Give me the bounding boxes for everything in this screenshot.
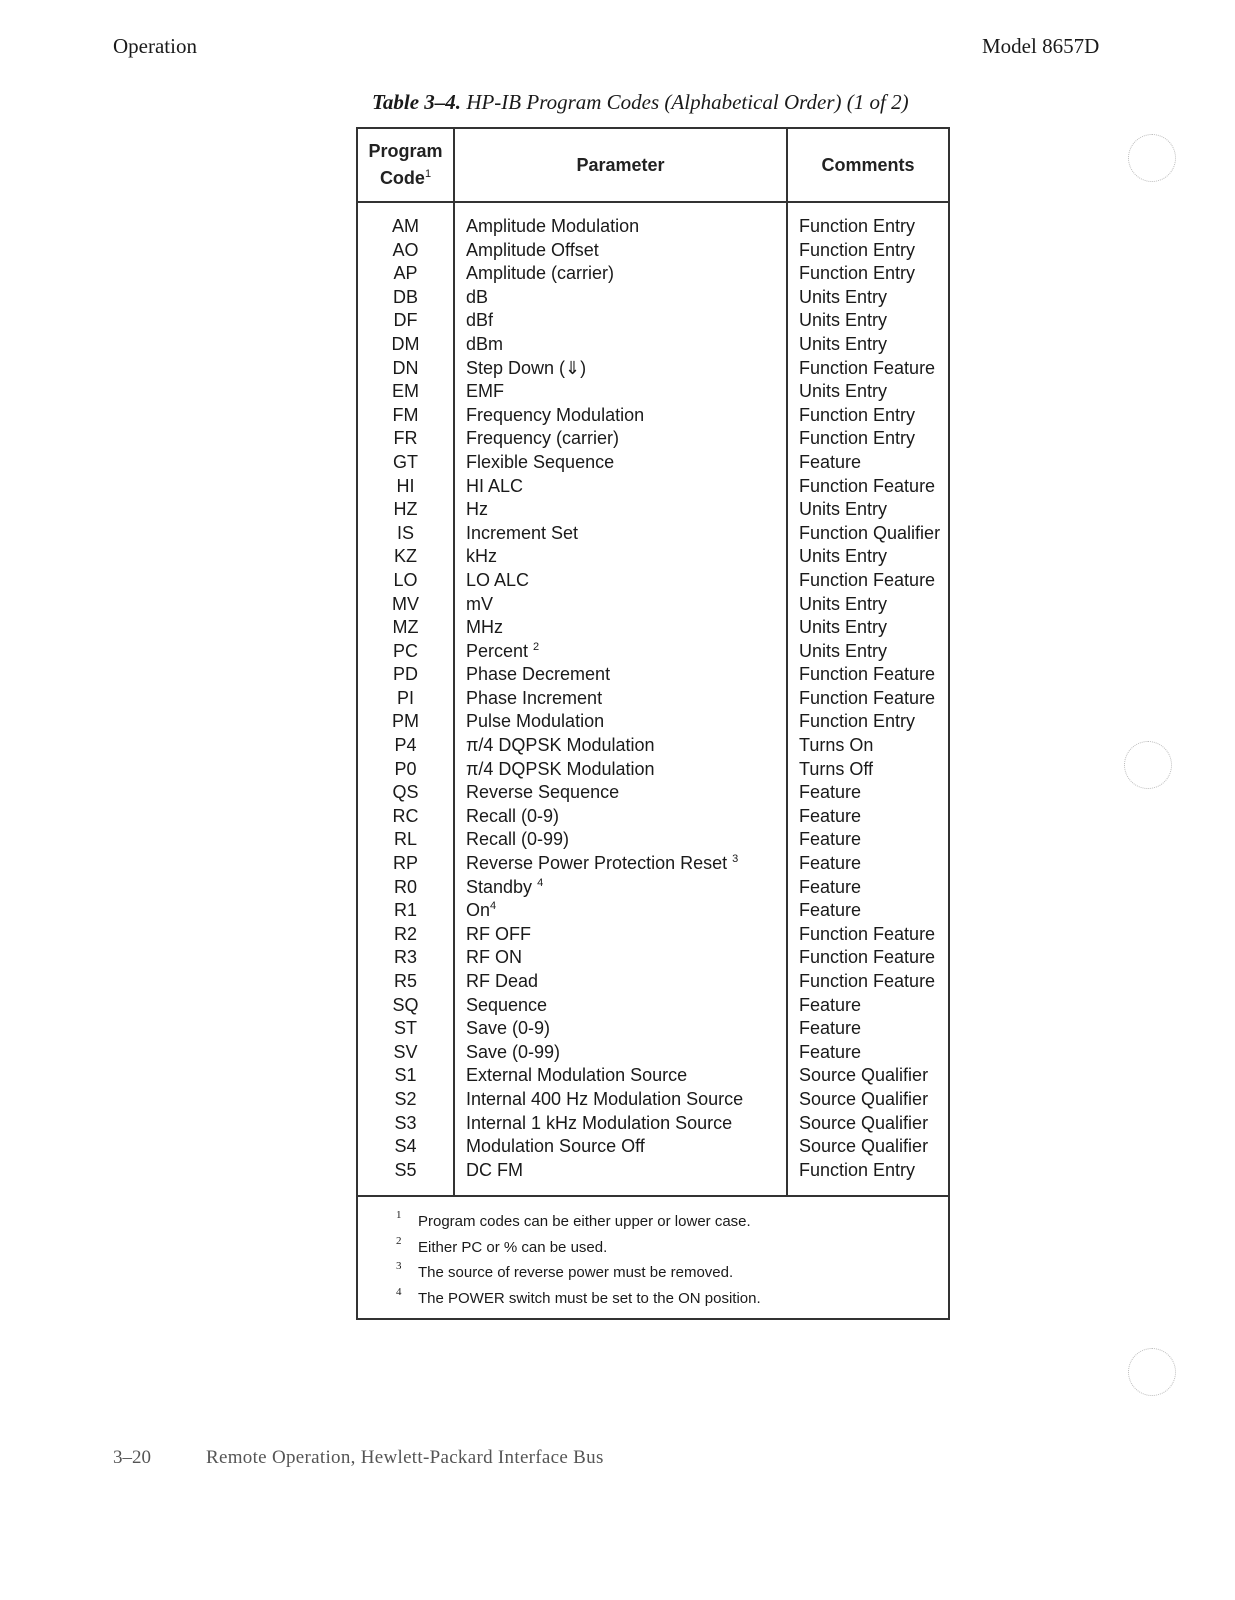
table-row <box>358 852 948 876</box>
parameter-cell <box>466 498 488 522</box>
footnote-ref: 4 <box>537 876 544 889</box>
table-row <box>358 215 948 239</box>
table-row <box>358 734 948 758</box>
parameter-cell <box>466 1041 560 1065</box>
comment-cell: Function Feature <box>799 947 936 968</box>
parameter-text: Standby <box>466 876 538 897</box>
table-title-number: Table 3–4. <box>372 90 462 114</box>
parameter-cell <box>466 946 522 970</box>
program-code: SV <box>393 1041 418 1062</box>
parameter-text: RF Dead <box>466 971 539 991</box>
comment-cell: Units Entry <box>799 286 888 307</box>
comment-cell: Feature <box>799 782 862 803</box>
footnote-marker: 3 <box>396 1260 402 1272</box>
parameter-cell <box>466 545 497 569</box>
parameter-text: Modulation Source Off <box>466 1136 645 1157</box>
comment-cell: Feature <box>799 1041 862 1062</box>
comment-cell: Function Qualifier <box>799 522 941 543</box>
program-code: R3 <box>393 947 417 968</box>
comment-cell: Function Entry <box>799 1159 916 1180</box>
parameter-text: dBm <box>466 333 504 354</box>
program-code: MZ <box>392 617 419 638</box>
comment-cell: Function Entry <box>799 263 916 284</box>
parameter-text: External Modulation Source <box>466 1065 688 1086</box>
comment-cell: Function Feature <box>799 687 936 708</box>
parameter-text: Amplitude Modulation <box>466 216 640 236</box>
program-code: R5 <box>393 971 417 991</box>
parameter-text: Amplitude Offset <box>466 239 599 260</box>
parameter-cell <box>466 522 578 546</box>
parameter-text: DC FM <box>466 1159 523 1180</box>
comment-cell: Feature <box>799 994 862 1015</box>
table-row <box>358 498 948 522</box>
table-title-text: HP-IB Program Codes (Alphabetical Order) (1 of 2) <box>461 90 909 114</box>
table-row <box>358 593 948 617</box>
parameter-text: mV <box>466 593 493 614</box>
parameter-text: Save (0-9) <box>466 1018 551 1039</box>
program-code: ST <box>393 1018 417 1039</box>
footnote <box>396 1235 936 1261</box>
program-code: PI <box>396 687 414 708</box>
comment-cell: Feature <box>799 853 862 874</box>
program-code: HI <box>396 475 415 496</box>
comment-cell: Source Qualifier <box>799 1065 929 1086</box>
table-body <box>358 215 948 1182</box>
table-row <box>358 1088 948 1112</box>
program-code: PD <box>392 664 418 685</box>
comment-cell: Feature <box>799 829 862 850</box>
parameter-cell <box>466 994 547 1018</box>
comment-cell: Units Entry <box>799 640 888 661</box>
table-row <box>358 1159 948 1183</box>
parameter-cell <box>466 451 614 475</box>
parameter-text: RF ON <box>466 947 522 968</box>
parameter-text: Increment Set <box>466 522 579 543</box>
header-divider <box>358 201 948 203</box>
comment-cell: Function Entry <box>799 428 916 449</box>
parameter-text: kHz <box>466 546 497 567</box>
program-code: IS <box>396 522 414 543</box>
footnote <box>396 1260 936 1286</box>
running-footer-title: Remote Operation, Hewlett-Packard Interface Bus <box>206 1447 604 1468</box>
program-code: R0 <box>393 876 417 897</box>
comment-cell: Source Qualifier <box>799 1088 929 1109</box>
binder-hole-mark <box>1124 741 1172 789</box>
comment-cell: Function Feature <box>799 923 936 944</box>
footnote-text: The POWER switch must be set to the ON position. <box>418 1289 761 1307</box>
table-row <box>358 404 948 428</box>
program-code: DB <box>392 286 418 307</box>
parameter-cell <box>466 616 503 640</box>
parameter-text: LO ALC <box>466 569 530 590</box>
table-row <box>358 427 948 451</box>
program-code: DF <box>393 310 418 331</box>
comment-cell: Feature <box>799 1018 862 1039</box>
footnote-ref: 1 <box>424 168 432 180</box>
footnote-text: Either PC or % can be used. <box>418 1238 608 1256</box>
footnote-marker: 4 <box>396 1285 402 1298</box>
program-code: S5 <box>394 1159 417 1180</box>
comment-cell: Function Feature <box>799 475 936 496</box>
parameter-text: Phase Decrement <box>466 664 611 685</box>
comment-cell: Units Entry <box>799 546 888 567</box>
comment-cell: Function Feature <box>799 569 936 590</box>
table-row <box>358 522 948 546</box>
parameter-cell <box>466 380 504 404</box>
table-row <box>358 333 948 357</box>
parameter-cell <box>466 1135 645 1159</box>
comment-cell: Turns Off <box>799 758 874 779</box>
parameter-text: Percent <box>466 640 534 661</box>
program-code: S1 <box>394 1065 417 1086</box>
table-row <box>358 876 948 900</box>
running-header-model: Model 8657D <box>982 34 1100 58</box>
program-code: DN <box>392 357 419 378</box>
table-row <box>358 1064 948 1088</box>
parameter-cell <box>466 663 610 687</box>
table-row <box>358 357 948 381</box>
table-row <box>358 970 948 994</box>
parameter-cell <box>466 899 496 923</box>
table-row <box>358 994 948 1018</box>
program-code: S3 <box>394 1112 417 1133</box>
table-row <box>358 805 948 829</box>
parameter-cell <box>466 475 523 499</box>
footnote-text: The source of reverse power must be removed. <box>418 1264 734 1281</box>
footnote-ref: 3 <box>732 853 739 866</box>
parameter-text: π/4 DQPSK Modulation <box>466 735 655 756</box>
comment-cell: Source Qualifier <box>799 1112 929 1133</box>
program-code: GT <box>393 451 418 472</box>
parameter-text: HI ALC <box>466 475 524 496</box>
parameter-text: Hz <box>466 499 488 520</box>
program-code: R2 <box>393 923 417 944</box>
parameter-cell <box>466 1088 743 1112</box>
program-code: S4 <box>394 1136 417 1157</box>
comment-cell: Feature <box>799 805 862 826</box>
comment-cell: Feature <box>799 900 862 921</box>
comment-cell: Function Entry <box>799 404 916 425</box>
parameter-cell <box>466 569 529 593</box>
table-row <box>358 781 948 805</box>
parameter-text: Reverse Power Protection Reset <box>466 853 733 874</box>
parameter-cell <box>466 710 604 734</box>
comment-cell: Function Feature <box>799 664 936 685</box>
parameter-cell <box>466 357 586 381</box>
column-header-program-code <box>358 129 453 201</box>
program-code: RL <box>393 829 417 850</box>
parameter-cell <box>466 593 493 617</box>
parameter-cell <box>466 309 493 333</box>
comment-cell: Units Entry <box>799 310 888 331</box>
parameter-text: Phase Increment <box>466 687 603 708</box>
binder-hole-mark <box>1128 134 1176 182</box>
program-codes-table <box>356 127 950 1320</box>
comment-cell: Units Entry <box>799 499 888 520</box>
parameter-text: Amplitude (carrier) <box>466 263 615 284</box>
table-row <box>358 239 948 263</box>
parameter-text: Internal 400 Hz Modulation Source <box>466 1088 744 1109</box>
table-row <box>358 1041 948 1065</box>
table-row <box>358 286 948 310</box>
table-row <box>358 899 948 923</box>
comment-cell: Units Entry <box>799 593 888 614</box>
parameter-text: dB <box>466 286 489 307</box>
program-code: HZ <box>393 499 418 520</box>
page-number: 3–20 <box>113 1447 151 1468</box>
parameter-cell <box>466 262 614 286</box>
table-row <box>358 710 948 734</box>
program-code: AM <box>392 216 419 236</box>
parameter-cell <box>466 1017 550 1041</box>
program-code: R1 <box>393 900 417 921</box>
table-row <box>358 758 948 782</box>
footnote-text: Program codes can be either upper or lower case. <box>418 1213 751 1230</box>
table-row <box>358 616 948 640</box>
program-code: FR <box>393 428 418 449</box>
table-footnotes <box>396 1209 936 1311</box>
parameter-cell <box>466 852 738 876</box>
table-row <box>358 545 948 569</box>
parameter-text: Frequency (carrier) <box>466 428 620 449</box>
comment-cell: Function Entry <box>799 711 916 732</box>
table-row <box>358 828 948 852</box>
program-code: PM <box>392 711 419 732</box>
program-code: PC <box>392 640 418 661</box>
parameter-text: Reverse Sequence <box>466 782 620 803</box>
program-code: QS <box>392 782 419 803</box>
comment-cell: Function Entry <box>799 216 916 236</box>
parameter-text: dBf <box>466 310 494 331</box>
parameter-cell <box>466 640 539 664</box>
parameter-text: Step Down (⇓) <box>466 357 587 378</box>
column-header-code-line1: Program <box>368 141 443 161</box>
footnote-marker: 1 <box>396 1209 402 1221</box>
table-row <box>358 451 948 475</box>
parameter-text: Save (0-99) <box>466 1041 561 1062</box>
parameter-cell <box>466 828 569 852</box>
parameter-text: EMF <box>466 381 504 402</box>
parameter-cell <box>466 734 655 758</box>
footnote-ref: 2 <box>533 640 540 653</box>
table-row <box>358 923 948 947</box>
comment-cell: Units Entry <box>799 333 888 354</box>
program-code: P0 <box>394 758 417 779</box>
program-code: LO <box>393 569 418 590</box>
comment-cell: Function Feature <box>799 971 936 991</box>
parameter-cell <box>466 404 644 428</box>
table-title <box>372 90 909 115</box>
table-row <box>358 663 948 687</box>
parameter-cell <box>466 805 559 829</box>
column-header-parameter: Parameter <box>576 154 665 175</box>
table-row <box>358 640 948 664</box>
comment-cell: Function Entry <box>799 239 916 260</box>
program-code: RC <box>392 805 419 826</box>
table-row <box>358 262 948 286</box>
parameter-text: Frequency Modulation <box>466 404 645 425</box>
table-row <box>358 475 948 499</box>
parameter-cell <box>466 1159 523 1183</box>
program-code: AP <box>393 263 418 284</box>
parameter-cell <box>466 687 602 711</box>
parameter-cell <box>466 1064 687 1088</box>
parameter-cell <box>466 215 639 239</box>
comment-cell: Turns On <box>799 735 874 756</box>
parameter-cell <box>466 781 619 805</box>
table-row <box>358 309 948 333</box>
program-code: DM <box>391 333 420 354</box>
parameter-text: Recall (0-99) <box>466 829 570 850</box>
comment-cell: Feature <box>799 876 862 897</box>
program-code: KZ <box>393 546 417 567</box>
footnote-marker: 2 <box>396 1234 402 1247</box>
binder-hole-mark <box>1128 1348 1176 1396</box>
comment-cell: Units Entry <box>799 381 888 402</box>
parameter-cell <box>466 876 543 900</box>
program-code: P4 <box>394 735 417 756</box>
table-row <box>358 569 948 593</box>
parameter-text: RF OFF <box>466 923 531 944</box>
footnote-ref: 4 <box>490 900 497 913</box>
parameter-cell <box>466 286 488 310</box>
footnote <box>396 1209 936 1235</box>
comment-cell: Function Feature <box>799 357 936 378</box>
parameter-cell <box>466 333 503 357</box>
program-code: RP <box>392 853 418 874</box>
column-header-code-line2: Code <box>379 168 425 188</box>
footnote-divider <box>358 1195 948 1197</box>
table-row <box>358 380 948 404</box>
running-header-section: Operation <box>113 34 197 58</box>
program-code: MV <box>392 593 419 614</box>
column-header-comments: Comments <box>821 154 915 175</box>
table-row <box>358 687 948 711</box>
parameter-text: Pulse Modulation <box>466 711 605 732</box>
program-code: SQ <box>392 994 419 1015</box>
parameter-cell <box>466 1112 732 1136</box>
comment-cell: Units Entry <box>799 617 888 638</box>
table-row <box>358 1135 948 1159</box>
program-code: EM <box>392 381 419 402</box>
table-row <box>358 1017 948 1041</box>
parameter-text: Recall (0-9) <box>466 805 560 826</box>
table-row <box>358 946 948 970</box>
comment-cell: Feature <box>799 451 862 472</box>
parameter-text: Flexible Sequence <box>466 451 615 472</box>
comment-cell: Source Qualifier <box>799 1136 929 1157</box>
parameter-text: Internal 1 kHz Modulation Source <box>466 1112 733 1133</box>
parameter-text: On <box>466 900 491 921</box>
parameter-cell <box>466 427 619 451</box>
parameter-text: π/4 DQPSK Modulation <box>466 758 655 779</box>
parameter-cell <box>466 923 531 947</box>
parameter-cell <box>466 758 655 782</box>
program-code: AO <box>392 239 419 260</box>
parameter-cell <box>466 970 538 994</box>
parameter-cell <box>466 239 599 263</box>
footnote <box>396 1286 936 1312</box>
program-code: FM <box>392 404 419 425</box>
table-row <box>358 1112 948 1136</box>
parameter-text: Sequence <box>466 994 548 1015</box>
parameter-text: MHz <box>466 617 503 638</box>
program-code: S2 <box>394 1088 417 1109</box>
